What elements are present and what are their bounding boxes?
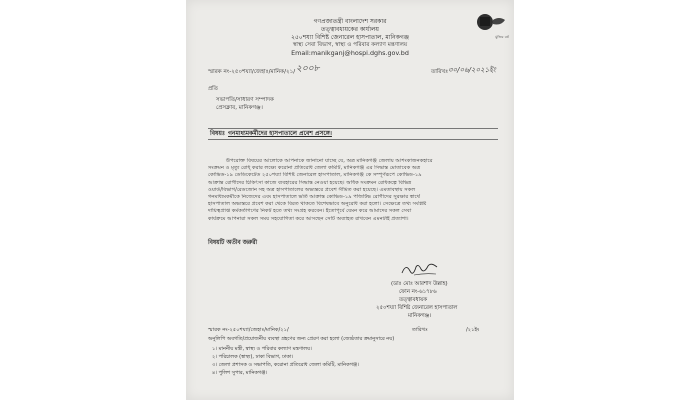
date-handwritten: ৩০/০৬/২০২১ইং [448,66,496,74]
signatory-org: ২৫০শয্যা বিশিষ্ট জেনারেল হাসপাতাল [376,305,458,311]
urgency-note: বিষয়টি অতীব জরুরী [208,240,258,246]
memo-number-handwritten: ২০০৮ [296,64,320,74]
copy-list-item: ১। মাননীয় মন্ত্রী, স্বাস্থ্য ও পরিবার কল্যাণ মন্ত্রণালয়। [212,346,312,352]
recipient-line-2: প্রেসক্লাব, মানিকগঞ্জ। [216,105,263,111]
copy-list [212,345,359,377]
signatory-name: (ডাঃ মোঃ আরশাদ উল্লাহ) [391,281,448,287]
body-line: কোভিড-১৯ ডেডিকেটেড ২৫০শয্যা বিশিষ্ট জেনারেল হাসপাতাল, মানিকগঞ্জ কে সম্পূর্ণরূপে কোভিড-১৯ [208,172,422,179]
body-paragraph [208,158,498,223]
copy-memo-number: স্মারক নং-২৫০শয্যা/জেহাঃ/মানিক/২১/ [208,327,289,333]
header-hospital: ২৫০শয্যা বিশিষ্ট জেনারেল হাসপাতাল, মানিকগঞ্জ [291,34,409,41]
copy-date-suffix: /২১ইং [466,327,480,333]
signatory-place: মানিকগঞ্জ। [408,313,432,319]
date-label: তারিখঃ [431,69,449,75]
copy-list-item: ৪। পুলিশ সুপার, মানিকগঞ্জ। [212,370,268,376]
subject-label: বিষয়ঃ [210,129,226,137]
body-line: দায়িত্বপ্রাপ্ত কর্মকর্তাগণের নিকট হতে তথ্য সংগ্রহ করবেন। ইতোপূর্বে যেমন করে আমাদের সকল সেবা [208,208,412,215]
header-office: তত্ত্বাবধায়কের কার্যালয় [321,26,379,33]
signatory-phone: ফোন নং-৬১৭৮৬ [399,289,437,295]
body-line: সংক্রমন ও মৃত্যু রোধ্ করার লক্ষ্যে করোনা প্রতিরোধ জেলা কমিটি, মানিকগঞ্জ এর সিদ্ধান্ত মোতাবেক অত্র [208,165,421,172]
recipient-line-1: সভাপতি/সাধারণ সম্পাদক [216,97,274,103]
letter-document [186,0,514,400]
body-line: গনমাধ্যমকর্মীকে নিজেদের এবং হাসপাতালে ভর্তি আক্রান্ত কোভিড-১৯ পজিটিভ রোগীদের সুরক্ষার স্বার্থে [208,193,420,200]
body-line: হাসপাতাল অভ্যন্তরে প্রবেশ করা থেকে বিরত থাকতে বিশেষভাবে অনুরোধ করা হলো। সেক্ষেত্রে তথ্য সংশ্লিষ্ট [208,201,427,208]
header-email: Email:manikganj@hospi.dghs.gov.bd [291,49,409,57]
memo-number: স্মারক নং-২৫০শয্যা/জেহাঃ/মানিক/২১/ [208,69,296,75]
body-line: আক্রান্ত রোগীদের চিকিৎসা কাজে ব্যবহারের সিদ্ধান্ত নেওয়া হয়েছে। অধিক সংক্রমন রোধকল্পে বিভিন্ন [208,179,412,186]
header-ministry: স্বাস্থ্য সেবা বিভাগ, স্বাস্থ্য ও পরিবার কল্যাণ মন্ত্রণালয় [292,42,408,48]
copy-date-label: তারিখঃ [412,327,428,333]
subject-text: গনমাধ্যমকর্মীদের হাসপাতালে প্রবেশ প্রসঙ্গে। [228,129,332,137]
signatory-title: তত্ত্বাবধায়ক [399,297,428,303]
to-label: প্রতি [208,86,218,92]
copy-list-item: ২। পরিচালক (স্বাস্থ্য), ঢাকা বিভাগ, ঢাকা। [212,354,294,360]
signature-scrawl [400,263,440,277]
copy-list-item: ৩। জেলা প্রশাসক ও সভাপতি, করোনা প্রতিরোধ জেলা কমিটি, মানিকগঞ্জ। [212,362,359,368]
svg-text:মুজিব বর্ষ: মুজিব বর্ষ [495,35,509,39]
body-line: কার্যক্রমে আপনারা সকল সময় সহযোগিতা করে আসছেন সেটি অব্যাহত রাখবেন এমনটাই প্রত্যাশা। [208,215,409,222]
header-government: গণপ্রজাতন্ত্রী বাংলাদেশ সরকার [313,18,387,25]
body-line: ওয়ার্ড/বিভাগ/রেডজোন সহ অত্র হাসপাতালের অভ্যন্তরে প্রবেশ সীমিত করা হয়েছে। এমতাবস্থায় সকল [208,186,416,193]
copy-intro: অনুলিপি অবগতি/প্রয়োজনীয় ব্যবস্থা গ্রহণের জন্য প্রেরণ করা হলো (জ্যেষ্ঠতার ক্রমানুসারে নয়) [208,336,395,342]
body-line: উপরোক্ত বিষয়ের আলোকে আপনাকে জানানো যাচ্ছে যে, অত্র মানিকগঞ্জ জেলায় আশংকাজনকহারে [226,158,433,164]
